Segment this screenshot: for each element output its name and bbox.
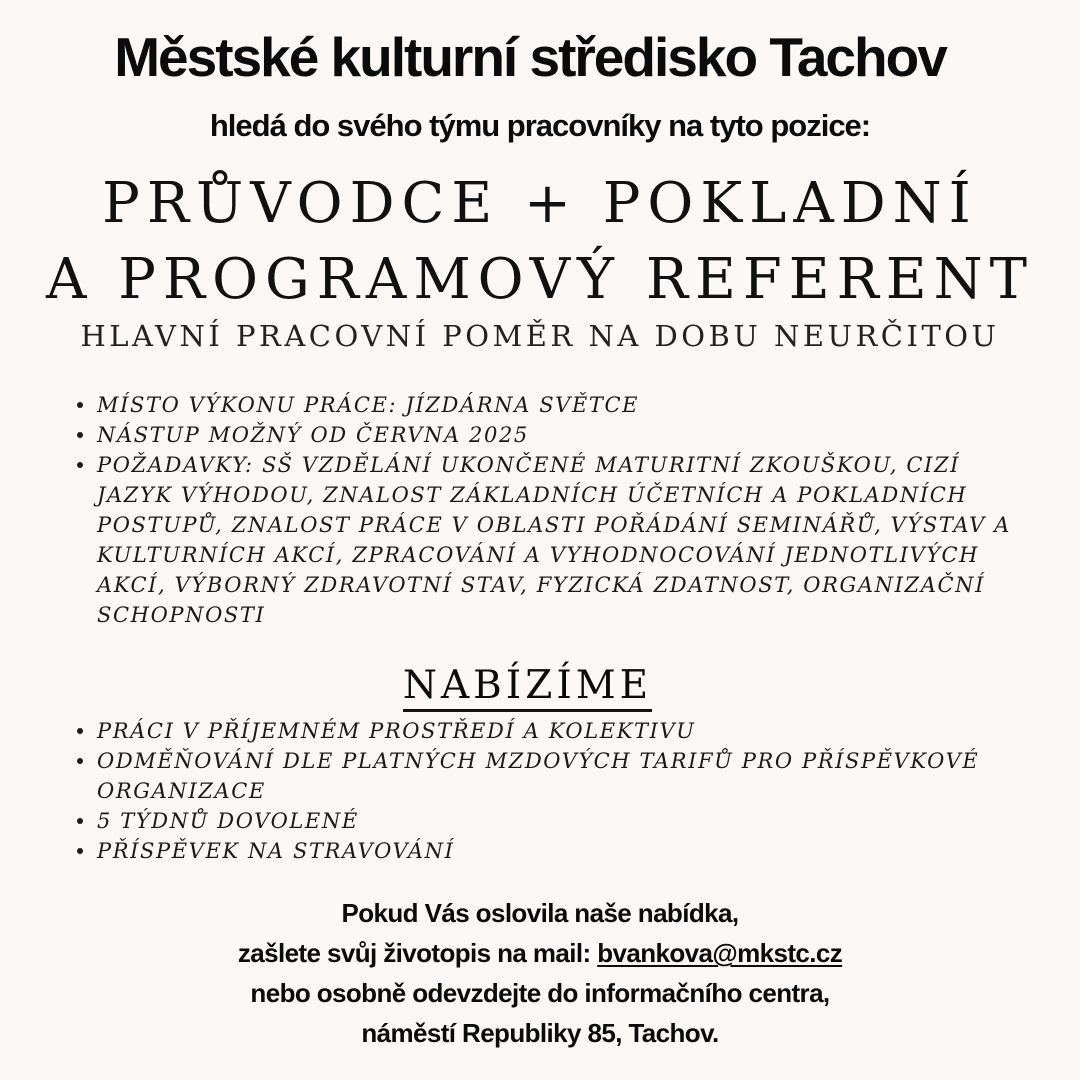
offer-list [75, 716, 1035, 866]
contact-line-3: nebo osobně odevzdejte do informačního centra, [250, 978, 830, 1008]
offer-item-vacation: 5 TÝDNŮ DOVOLENÉ [75, 806, 1035, 836]
requirement-item-workplace: MÍSTO VÝKONU PRÁCE: JÍZDÁRNA SVĚTCE [75, 390, 1035, 420]
offer-heading [0, 658, 1055, 714]
contact-line-1: Pokud Vás oslovila naše nabídka, [341, 898, 739, 928]
contact-line-2-text: zašlete svůj životopis na mail: [237, 938, 591, 968]
offer-item-salary: ODMĚŇOVÁNÍ DLE PLATNÝCH MZDOVÝCH TARIFŮ PRO PŘÍSPĚVKOVÉ ORGANIZACE [75, 746, 1035, 806]
requirements-list [75, 390, 1035, 630]
offer-heading-text: NABÍZÍME [403, 663, 652, 712]
employment-type: HLAVNÍ PRACOVNÍ POMĚR NA DOBU NEURČITOU [80, 319, 1000, 353]
contact-address: náměstí Republiky 85, Tachov. [361, 1018, 719, 1048]
organization-title: Městské kulturní středisko Tachov [114, 26, 946, 88]
offer-item-environment: PRÁCI V PŘÍJEMNÉM PROSTŘEDÍ A KOLEKTIVU [75, 716, 1035, 746]
position-title-line-1: PRŮVODCE + POKLADNÍ [102, 171, 978, 236]
position-title-line-2: A PROGRAMOVÝ REFERENT [46, 247, 1034, 312]
email-link[interactable]: bvankova@mkstc.cz [597, 938, 843, 968]
contact-line-2 [0, 933, 1080, 973]
requirement-item-start-date: NÁSTUP MOŽNÝ OD ČERVNA 2025 [75, 420, 1035, 450]
requirement-item-qualifications: POŽADAVKY: SŠ VZDĚLÁNÍ UKONČENÉ MATURITNÍ ZKOUŠKOU, CIZÍ JAZYK VÝHODOU, ZNALOST ZÁKLADNÍCH ÚČETNÍCH A POKLADNÍCH POSTUPŮ, ZNALOST PRÁCE V OBLASTI POŘÁDÁNÍ SEMINÁŘŮ, VÝSTAV A KULTURNÍCH AKCÍ, ZPRACOVÁNÍ A VYHODNOCOVÁNÍ JEDNOTLIVÝCH AKCÍ, VÝBORNÝ ZDRAVOTNÍ STAV, FYZICKÁ ZDATNOST, ORGANIZAČNÍ SCHOPNOSTI [75, 450, 1035, 630]
organization-subtitle: hledá do svého týmu pracovníky na tyto pozice: [209, 108, 871, 143]
offer-item-meal-allowance: PŘÍSPĚVEK NA STRAVOVÁNÍ [75, 836, 1035, 866]
contact-info [0, 893, 1080, 1053]
